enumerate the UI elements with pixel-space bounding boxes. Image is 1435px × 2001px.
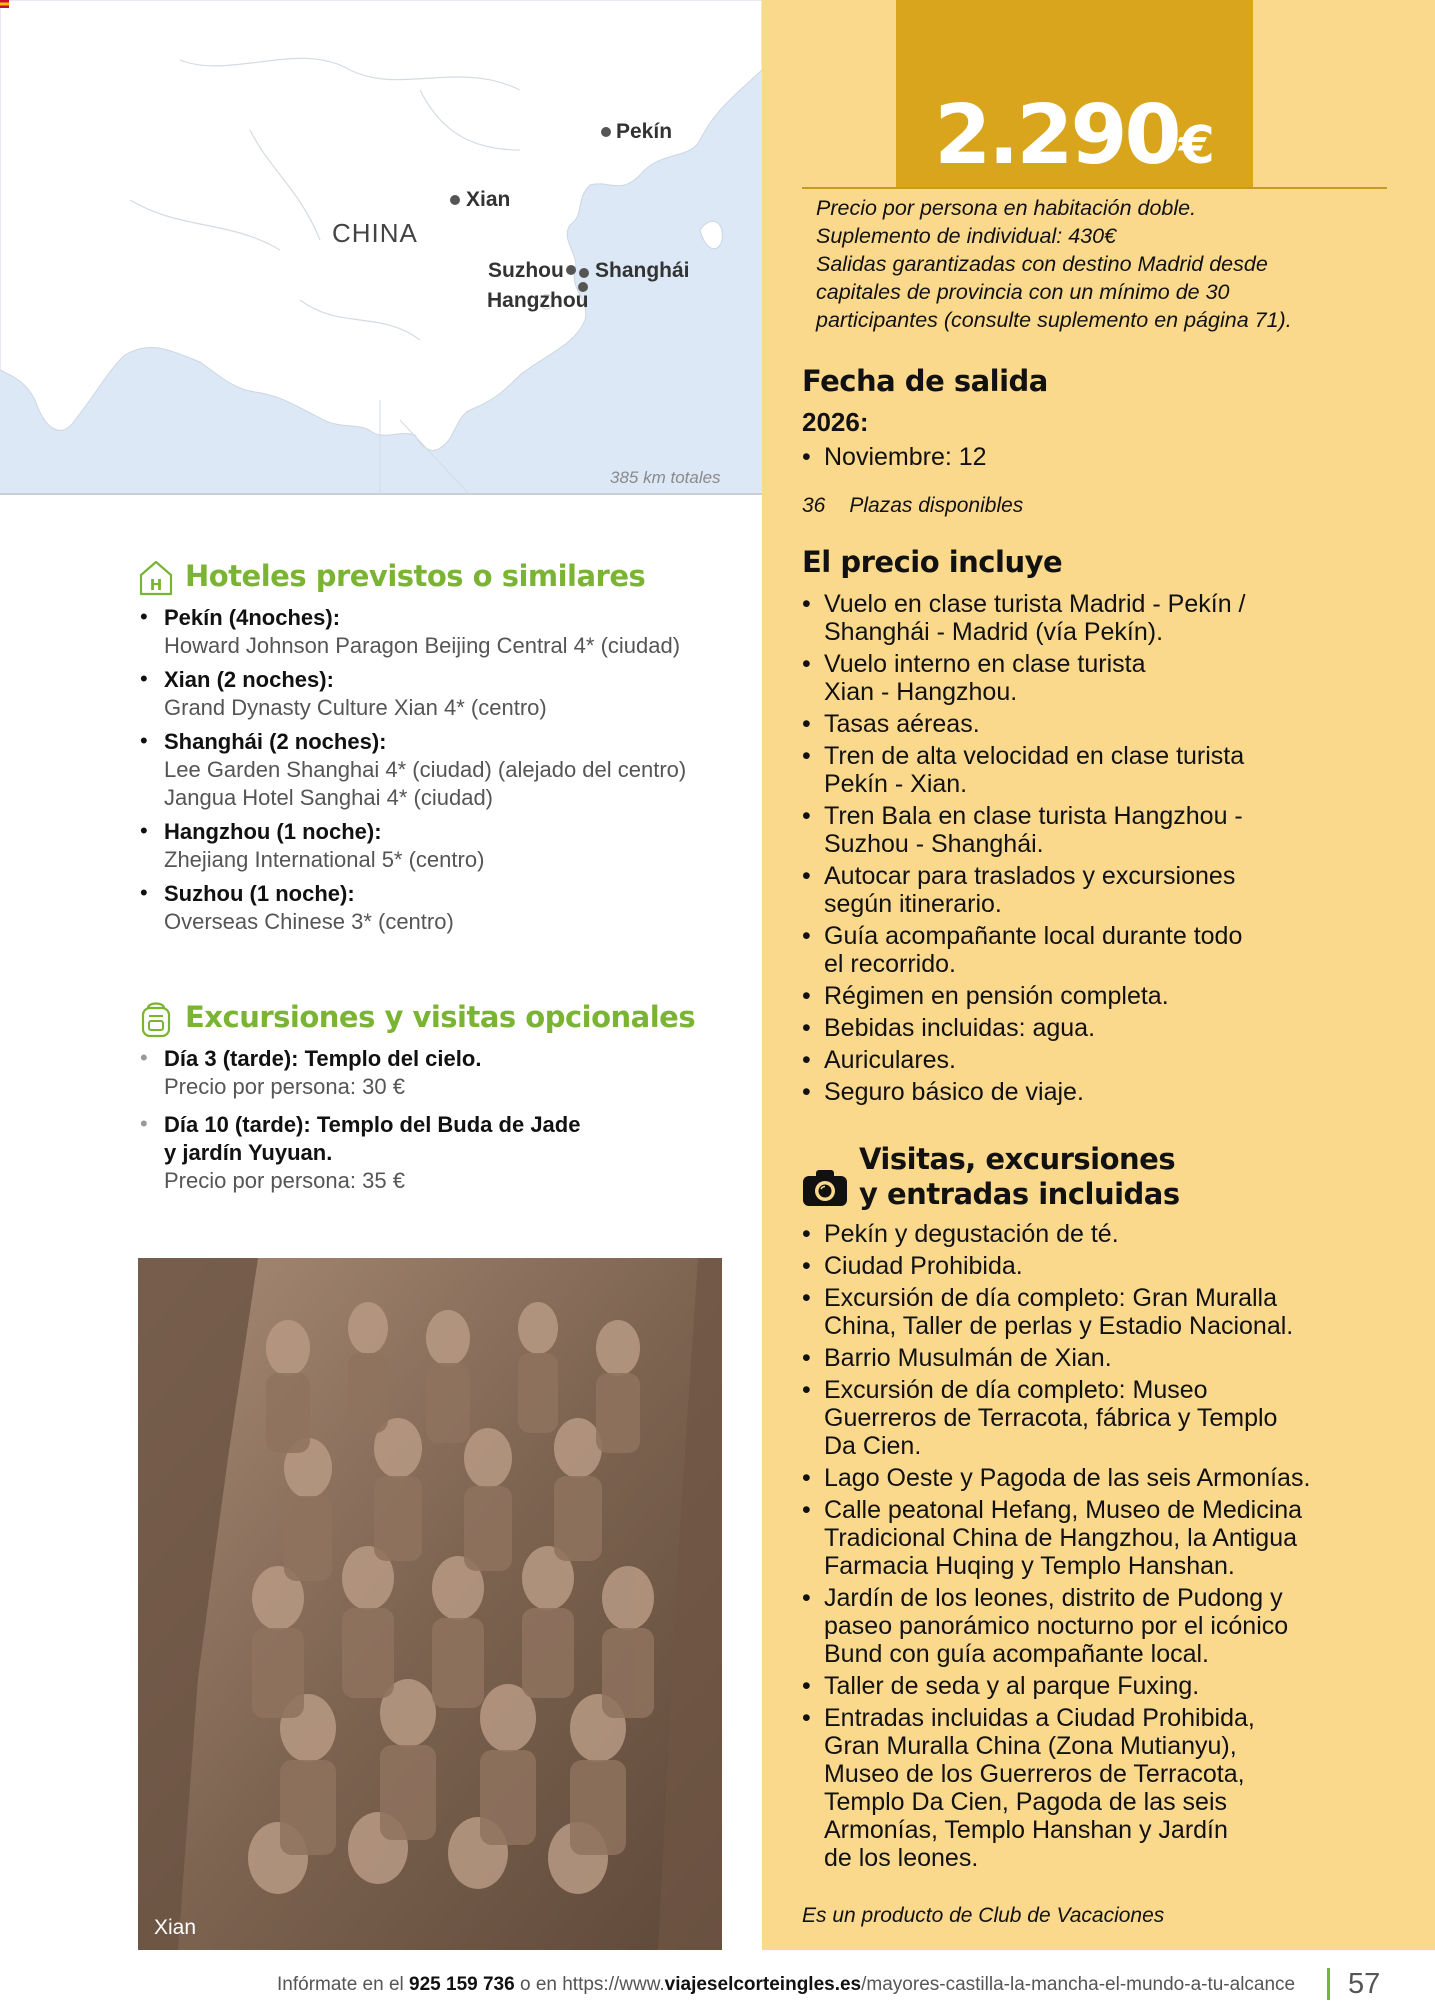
flag-icon <box>0 0 9 8</box>
map-city-pekin: Pekín <box>616 120 673 143</box>
price-note: Suplemento de individual: 430€ <box>816 224 1117 248</box>
map-city-hangzhou: Hangzhou <box>487 289 589 312</box>
contact-link[interactable]: viajeselcorteingles.es <box>664 1974 862 1995</box>
price-divider <box>802 187 1387 189</box>
svg-text:H: H <box>149 576 163 594</box>
terracotta-photo <box>138 1258 722 1950</box>
excursion-price: Precio por persona: 30 € <box>164 1074 405 1099</box>
visits-item: • Entradas incluidas a Ciudad Prohibida, Gran Muralla China (Zona Mutianyu), Museo de los Guerreros de Terracota, Templo Da Cien, Pagoda de las seis Armonías, Templo Hanshan y Jardín de los leones. <box>802 1704 1412 1872</box>
departure-date: • Noviembre: 12 <box>802 443 1412 471</box>
page-number: 57 <box>1348 1968 1381 2000</box>
hotel-item <box>138 604 738 660</box>
hotel-item <box>138 880 738 936</box>
departure-dates <box>802 443 1412 475</box>
visits-item: • Lago Oeste y Pagoda de las seis Armonías. <box>802 1464 1412 1492</box>
excursion-item <box>138 1045 738 1101</box>
hotel-item <box>138 666 738 722</box>
map-city-xian: Xian <box>466 188 511 211</box>
page-footer <box>0 1950 1435 2000</box>
includes-item: • Vuelo en clase turista Madrid - Pekín / Shanghái - Madrid (vía Pekín). <box>802 590 1412 646</box>
price-notes <box>816 194 1376 334</box>
map-dot-shanghai <box>579 268 589 278</box>
hotels-heading: Hoteles previstos o similares <box>185 559 646 593</box>
visits-item: • Excursión de día completo: Museo Guerreros de Terracota, fábrica y Templo Da Cien. <box>802 1376 1412 1460</box>
excursion-title: y jardín Yuyuan. <box>164 1140 333 1165</box>
visits-heading: Visitas, excursiones y entradas incluidas <box>859 1142 1180 1211</box>
hotel-city: • Suzhou (1 noche): <box>164 881 355 906</box>
includes-heading: El precio incluye <box>802 545 1063 579</box>
visits-item: • Barrio Musulmán de Xian. <box>802 1344 1412 1372</box>
terracotta-warriors-image <box>138 1258 722 1950</box>
visits-item: • Ciudad Prohibida. <box>802 1252 1412 1280</box>
hotel-city: • Hangzhou (1 noche): <box>164 819 382 844</box>
visits-item: • Excursión de día completo: Gran Muralla China, Taller de perlas y Estadio Nacional. <box>802 1284 1412 1340</box>
hotel-name: Jangua Hotel Sanghai 4* (ciudad) <box>164 785 494 810</box>
visits-list <box>802 1220 1412 1876</box>
contact-line: Infórmate en el 925 159 736 o en https://www.viajeselcorteingles.es/mayores-castilla-la-mancha-el-mundo-a-tu-alcance <box>277 1974 1296 1995</box>
camera-icon <box>802 1168 848 1208</box>
includes-item: • Tren Bala en clase turista Hangzhou - Suzhou - Shanghái. <box>802 802 1412 858</box>
price-note: Precio por persona en habitación doble. <box>816 196 1197 220</box>
route-map <box>0 0 762 495</box>
map-city-suzhou: Suzhou <box>488 259 564 282</box>
map-dot-pekin <box>601 127 611 137</box>
page-number-divider <box>1327 1968 1330 2000</box>
hotel-icon <box>138 559 174 597</box>
seats-available: 36 Plazas disponibles <box>802 494 1024 517</box>
hotel-name: Howard Johnson Paragon Beijing Central 4* (ciudad) <box>164 633 681 658</box>
price-amount: 2.290€ <box>934 88 1215 183</box>
visits-item: • Jardín de los leones, distrito de Pudong y paseo panorámico nocturno por el icónico Bund con guía acompañante local. <box>802 1584 1412 1668</box>
visits-item: • Pekín y degustación de té. <box>802 1220 1412 1248</box>
includes-item: • Tasas aéreas. <box>802 710 1412 738</box>
map-scale-label: 385 km totales <box>610 468 721 487</box>
info-panel <box>762 0 1435 1950</box>
excursion-title: • Día 10 (tarde): Templo del Buda de Jade <box>164 1112 581 1137</box>
excursions-list <box>138 1045 738 1205</box>
product-note: Es un producto de Club de Vacaciones <box>802 1904 1165 1927</box>
hotel-item <box>138 728 738 812</box>
includes-item: • Auriculares. <box>802 1046 1412 1074</box>
includes-item: • Bebidas incluidas: agua. <box>802 1014 1412 1042</box>
map-country-label: CHINA <box>332 218 418 248</box>
photo-caption: Xian <box>154 1916 197 1939</box>
map-dot-suzhou <box>566 265 576 275</box>
hotel-name: Zhejiang International 5* (centro) <box>164 847 485 872</box>
includes-list <box>802 590 1412 1110</box>
departure-heading: Fecha de salida <box>802 364 1048 398</box>
hotel-item <box>138 818 738 874</box>
hotel-name: Overseas Chinese 3* (centro) <box>164 909 454 934</box>
includes-item: • Autocar para traslados y excursiones según itinerario. <box>802 862 1412 918</box>
includes-item: • Seguro básico de viaje. <box>802 1078 1412 1106</box>
includes-item: • Tren de alta velocidad en clase turista Pekín - Xian. <box>802 742 1412 798</box>
excursion-item <box>138 1111 738 1195</box>
hotel-name: Grand Dynasty Culture Xian 4* (centro) <box>164 695 547 720</box>
excursions-heading: Excursiones y visitas opcionales <box>185 1000 696 1034</box>
includes-item: • Vuelo interno en clase turista Xian - Hangzhou. <box>802 650 1412 706</box>
price-box <box>896 0 1253 187</box>
hotel-city: • Xian (2 noches): <box>164 667 334 692</box>
contact-link-path[interactable]: /mayores-castilla-la-mancha-el-mundo-a-tu-alcance <box>861 1974 1296 1995</box>
visits-item: • Calle peatonal Hefang, Museo de Medicina Tradicional China de Hangzhou, la Antigua Farmacia Huqing y Templo Hanshan. <box>802 1496 1412 1580</box>
hotel-name: Lee Garden Shanghai 4* (ciudad) (alejado del centro) <box>164 757 687 782</box>
map-dot-xian <box>450 195 460 205</box>
price-note: Salidas garantizadas con destino Madrid desde <box>816 252 1268 276</box>
map-city-shanghai: Shanghái <box>595 259 690 282</box>
departure-year: 2026: <box>802 407 869 437</box>
visits-item: • Taller de seda y al parque Fuxing. <box>802 1672 1412 1700</box>
excursion-price: Precio por persona: 35 € <box>164 1168 405 1193</box>
includes-item: • Régimen en pensión completa. <box>802 982 1412 1010</box>
includes-item: • Guía acompañante local durante todo el recorrido. <box>802 922 1412 978</box>
hotel-city: • Pekín (4noches): <box>164 605 341 630</box>
backpack-icon <box>138 1000 174 1038</box>
price-note: capitales de provincia con un mínimo de 30 <box>816 280 1230 304</box>
hotels-list <box>138 604 738 942</box>
hotel-city: • Shanghái (2 noches): <box>164 729 387 754</box>
contact-phone: 925 159 736 <box>409 1974 515 1995</box>
price-note: participantes (consulte suplemento en página 71). <box>816 308 1292 332</box>
excursion-title: • Día 3 (tarde): Templo del cielo. <box>164 1046 482 1071</box>
